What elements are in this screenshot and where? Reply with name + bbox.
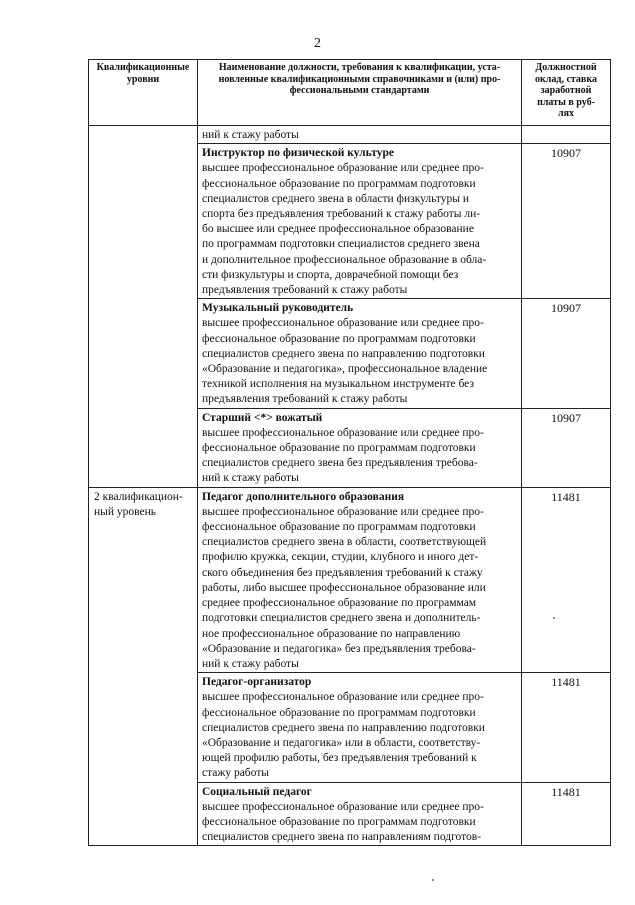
requirement-text-line: подготовки специалистов среднего звена и дополнитель- bbox=[202, 612, 481, 625]
salary-value: 11481 bbox=[522, 487, 611, 672]
requirement-text-line: «Образование и педагогика», профессиональное владение bbox=[202, 363, 488, 376]
requirement-text-line: высшее профессиональное образование или среднее про- bbox=[202, 800, 484, 813]
position-title: Старший <*> вожатый bbox=[202, 411, 323, 424]
position-title: Инструктор по физической культуре bbox=[202, 147, 395, 160]
salary-value: 11481 bbox=[522, 673, 611, 782]
position-description-cell bbox=[198, 782, 522, 846]
requirement-text-line: ского объединения без предъявления требований к стажу bbox=[202, 566, 483, 579]
position-description-cell bbox=[198, 673, 522, 782]
requirement-text-line: спорта без предъявления требований к стажу работы ли- bbox=[202, 208, 481, 221]
requirement-text-line: высшее профессиональное образование или среднее про- bbox=[202, 426, 484, 439]
requirement-text-line: специалистов среднего звена без предъявления требова- bbox=[202, 457, 478, 470]
header-text-line: Квалификационные bbox=[96, 62, 190, 73]
requirement-text-line: предъявления требований к стажу работы bbox=[202, 393, 408, 406]
header-position-requirements bbox=[198, 60, 522, 126]
qualification-level-cell bbox=[89, 782, 198, 846]
requirement-text-line: высшее профессиональное образование или среднее про- bbox=[202, 505, 484, 518]
requirement-text-line: ющей профилю работы, без предъявления требований к bbox=[202, 752, 477, 765]
header-text-line: уровни bbox=[126, 73, 160, 85]
requirement-text-line: фессиональное образование по программам подготовки bbox=[202, 442, 476, 455]
header-text-line: заработной bbox=[540, 85, 592, 96]
requirement-text-line: специалистов среднего звена по направлениям подготов- bbox=[202, 831, 482, 844]
table-row bbox=[89, 126, 611, 144]
qualification-level-cell bbox=[89, 126, 198, 144]
salary-value: 10907 bbox=[522, 408, 611, 487]
requirement-text-line: профилю кружка, секции, студии, клубного и иного дет- bbox=[202, 551, 479, 564]
qualification-level-cell bbox=[89, 299, 198, 408]
scan-speck bbox=[553, 617, 555, 619]
table-row bbox=[89, 782, 611, 846]
position-title: Социальный педагог bbox=[202, 785, 312, 798]
header-qualification-levels bbox=[89, 60, 198, 126]
requirement-text-line: специалистов среднего звена в области, соответствующей bbox=[202, 536, 487, 549]
requirement-text-line: фессиональное образование по программам подготовки bbox=[202, 332, 476, 345]
requirement-text-line: ний к стажу работы bbox=[202, 657, 299, 670]
page-number: 2 bbox=[314, 36, 321, 51]
header-text-line: платы в руб- bbox=[537, 96, 595, 108]
requirement-text-line: техникой исполнения на музыкальном инструменте без bbox=[202, 378, 474, 391]
table-row bbox=[89, 144, 611, 299]
requirement-text-line: ний к стажу работы bbox=[202, 472, 299, 485]
position-title: Педагог дополнительного образования bbox=[202, 490, 405, 503]
header-salary bbox=[522, 60, 611, 126]
header-text-line: новленные квалификационными справочниками и (или) про- bbox=[218, 73, 501, 85]
requirement-text-line: стажу работы bbox=[202, 767, 270, 780]
requirement-text-line: и дополнительное профессиональное образование в обла- bbox=[202, 253, 487, 266]
requirement-text-line: сти физкультуры и спорта, доврачебной помощи без bbox=[202, 268, 459, 281]
requirement-text-line: ний к стажу работы bbox=[202, 129, 299, 141]
salary-value: 10907 bbox=[522, 144, 611, 299]
salary-value bbox=[522, 126, 611, 144]
requirement-text-line: фессиональное образование по программам подготовки bbox=[202, 815, 476, 828]
requirement-text-line: «Образование и педагогика» или в области, соответству- bbox=[202, 736, 481, 749]
salary-value: 11481 bbox=[522, 782, 611, 846]
position-title: Музыкальный руководитель bbox=[202, 302, 354, 315]
salary-value: 10907 bbox=[522, 299, 611, 408]
requirement-text-line: высшее профессиональное образование или среднее про- bbox=[202, 162, 484, 175]
requirement-text-line: среднее профессиональное образование по программам bbox=[202, 597, 477, 610]
position-description-cell bbox=[198, 408, 522, 487]
table-row bbox=[89, 487, 611, 672]
requirement-text-line: высшее профессиональное образование или среднее про- bbox=[202, 317, 484, 330]
table-header-row bbox=[89, 60, 611, 126]
position-description-cell bbox=[198, 144, 522, 299]
requirement-text-line: фессиональное образование по программам подготовки bbox=[202, 177, 476, 190]
salary-table bbox=[88, 59, 611, 846]
qualification-level-cell bbox=[89, 408, 198, 487]
table-row bbox=[89, 408, 611, 487]
requirement-text-line: ное профессиональное образование по направлению bbox=[202, 627, 461, 640]
position-description-cell bbox=[198, 299, 522, 408]
requirement-text-line: бо высшее или среднее профессиональное образование bbox=[202, 223, 474, 236]
header-text-line: Наименование должности, требования к квалификации, уста- bbox=[218, 62, 501, 73]
header-text-line: лях bbox=[557, 108, 575, 119]
table-row bbox=[89, 673, 611, 782]
table-row bbox=[89, 299, 611, 408]
requirement-text-line: «Образование и педагогика» без предъявления требова- bbox=[202, 642, 476, 655]
requirement-text-line: фессиональное образование по программам подготовки bbox=[202, 706, 476, 719]
header-text-line: Должностной bbox=[535, 62, 597, 73]
qualification-level-cell bbox=[89, 144, 198, 299]
requirement-text-line: специалистов среднего звена по направлению подготовки bbox=[202, 347, 485, 360]
requirement-text-line: предъявления требований к стажу работы bbox=[202, 284, 408, 297]
requirement-text-line: работы, либо высшее профессиональное образование или bbox=[202, 581, 486, 594]
position-title: Педагог-организатор bbox=[202, 676, 312, 689]
header-text-line: оклад, ставка bbox=[535, 73, 597, 85]
requirement-text-line: высшее профессиональное образование или среднее про- bbox=[202, 691, 484, 704]
position-description-cell bbox=[198, 487, 522, 672]
qualification-level-cell bbox=[89, 487, 198, 672]
qualification-level-cell bbox=[89, 673, 198, 782]
position-description-cell bbox=[198, 126, 522, 144]
requirement-text-line: по программам подготовки специалистов среднего звена bbox=[202, 238, 480, 251]
requirement-text-line: фессиональное образование по программам подготовки bbox=[202, 521, 476, 534]
header-text-line: фессиональными стандартами bbox=[289, 85, 430, 96]
qualification-level-text: 2 квалификацион- bbox=[94, 490, 183, 503]
qualification-level-text: ный уровень bbox=[94, 506, 157, 519]
requirement-text-line: специалистов среднего звена в области физкультуры и bbox=[202, 192, 470, 205]
scan-speck bbox=[432, 879, 434, 881]
requirement-text-line: специалистов среднего звена по направлению подготовки bbox=[202, 721, 485, 734]
